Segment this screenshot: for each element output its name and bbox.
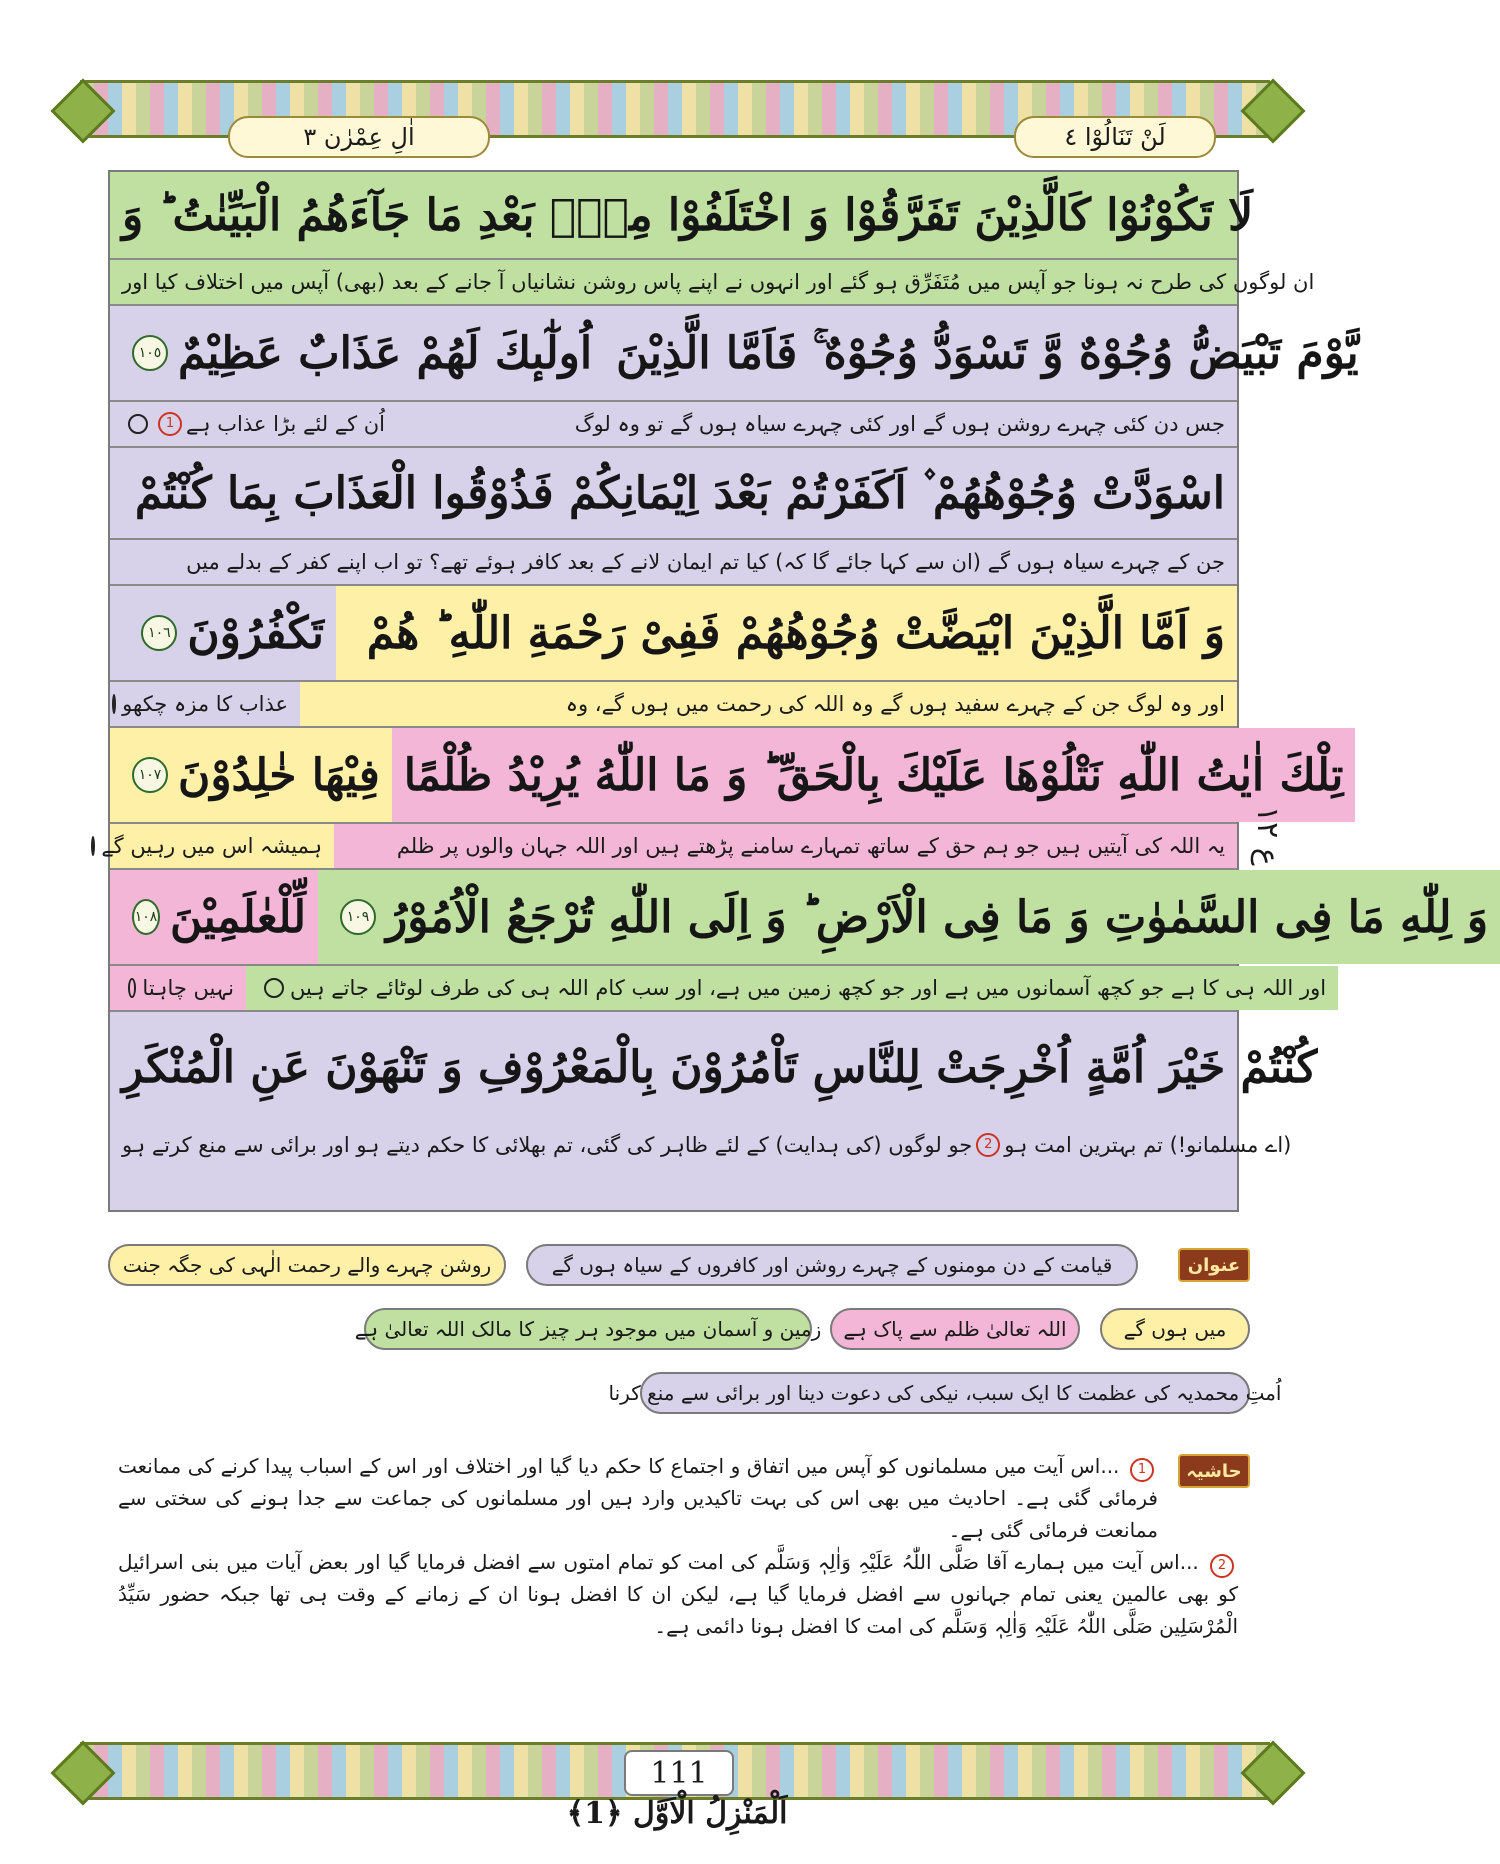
verse-end-circle-icon — [112, 694, 116, 714]
arabic-line-4-part-a — [110, 586, 336, 680]
ayah-number-108: ١٠٨ — [132, 899, 160, 935]
footnote-1-number: 1 — [1130, 1458, 1154, 1482]
ayah-number-109: ١٠٩ — [340, 899, 376, 935]
urdu-line-2-text-a: اُن کے لئے بڑا عذاب ہے — [186, 412, 386, 436]
arabic-line-6-text-b: وَ لِلّٰهِ مَا فِی السَّمٰوٰتِ وَ مَا فِی الْاَرْضِ ؕ وَ اِلَى اللّٰهِ تُرْجَعُ الْاُمُوْرُ — [386, 891, 1489, 943]
footnote-2-text: ...اس آیت میں ہمارے آقا صَلَّی اللّٰہُ عَلَیْہِ وَاٰلِہٖ وَسَلَّم کی امت کو تمام امتوں سے افضل فرمایا گیا اور بعض آیات میں بنی اسرائیل کو بھی عالمین یعنی تمام جہانوں سے افضل فرمایا گیا ہے، لیکن ان کا افضل ہونا ان کے زمانے کے وقت ہی تھا جبکہ حضور سَیِّدُ الْمُرْسَلِین صَلَّی اللّٰہُ عَلَیْہِ وَاٰلِہٖ وَسَلَّم کی امت کا افضل ہونا دائمی ہے۔ — [118, 1550, 1238, 1638]
urdu-line-5-text-b: یہ اللہ کی آیتیں ہیں جو ہم حق کے ساتھ تمہارے سامنے پڑھتے ہیں اور اللہ جہان والوں پر ظلم — [334, 824, 1237, 868]
arabic-line-6-part-a — [110, 870, 318, 964]
topic-pill-6: اُمتِ محمدیہ کی عظمت کا ایک سبب، نیکی کی دعوت دینا اور برائی سے منع کرنا — [640, 1372, 1250, 1414]
arabic-line-5-text-b: تِلْكَ اٰیٰتُ اللّٰهِ نَتْلُوْهَا عَلَیْكَ بِالْحَقِّ ؕ وَ مَا اللّٰهُ یُرِیْدُ ظُلْمًا — [392, 728, 1356, 822]
urdu-line-6-part-b — [246, 966, 1338, 1010]
footnote-1 — [118, 1450, 1158, 1546]
footnote-2 — [118, 1546, 1238, 1642]
topic-pill-3: میں ہوں گے — [1100, 1308, 1250, 1350]
arabic-line-6 — [110, 870, 1489, 966]
urdu-line-6-text-a: نہیں چاہتا — [142, 976, 234, 1000]
footnote-2-number: 2 — [1210, 1554, 1234, 1578]
urdu-line-3 — [110, 540, 1237, 586]
topic-pill-1: قیامت کے دن مومنوں کے چہرے روشن اور کافروں کے سیاہ ہوں گے — [526, 1244, 1138, 1286]
urdu-line-1-text: ان لوگوں کی طرح نہ ہونا جو آپس میں مُتَفَرِّق ہو گئے اور انہوں نے اپنے پاس روشن نشانیاں آ جانے کے بعد (بھی) آپس میں اختلاف کیا اور — [122, 270, 1315, 294]
urdu-line-4-text-a: عذاب کا مزہ چکھو — [122, 692, 288, 716]
urdu-line-4 — [110, 682, 1237, 728]
urdu-line-6 — [110, 966, 1327, 1012]
topic-pill-5: زمین و آسمان میں موجود ہر چیز کا مالک اللہ تعالیٰ ہے — [364, 1308, 812, 1350]
arabic-line-5-text-a: فِیْهَا خٰلِدُوْنَ — [178, 749, 380, 801]
urdu-line-6-part-a — [110, 966, 246, 1010]
topic-pill-2: روشن چہرے والے رحمت الٰہی کی جگہ جنت — [108, 1244, 506, 1286]
surah-name-cartouche: اٰلِ عِمْرٰن ٣ — [228, 116, 490, 158]
arabic-line-2 — [110, 306, 1359, 402]
verse-end-circle-icon — [91, 836, 95, 856]
manzil-label: اَلْمَنْزِلُ الْاَوَّل ﴿1﴾ — [566, 1796, 788, 1831]
urdu-line-7-part — [110, 1122, 1303, 1168]
footnote-1-text: ...اس آیت میں مسلمانوں کو آپس میں اتفاق و اجتماع کا حکم دیا گیا اور اختلاف اور اس کے اسباب پیدا کرنے کی ممانعت فرمائی گئی ہے۔ احادیث میں بھی اس کی بہت تاکیدیں وارد ہیں اور مسلمانوں کی جماعت سے جدا ہونے کی سختی سے ممانعت فرمائی گئی ہے۔ — [118, 1454, 1158, 1542]
arabic-line-5 — [110, 728, 1344, 824]
ruku-marker: ع ١٢ — [1250, 806, 1285, 866]
urdu-line-7 — [110, 1122, 1292, 1210]
urdu-line-4-part-a — [110, 682, 300, 726]
footnote-marker-2[interactable]: 2 — [976, 1133, 1000, 1157]
arabic-line-6-part-b — [318, 870, 1500, 964]
arabic-line-3-text: اسْوَدَّتْ وُجُوْهُهُمْ ۫ اَكَفَرْتُمْ بَعْدَ اِیْمَانِكُمْ فَذُوْقُوا الْعَذَابَ بِمَا كُنْتُمْ — [134, 467, 1225, 519]
topic-pill-4: اللہ تعالیٰ ظلم سے پاک ہے — [830, 1308, 1080, 1350]
urdu-line-6-text-b: اور اللہ ہی کا ہے جو کچھ آسمانوں میں ہے اور جو کچھ زمین میں ہے، اور سب کام اللہ ہی کی طرف لوٹائے جاتے ہیں — [290, 976, 1327, 1000]
urdu-line-7-text-a: (اے مسلمانو!) تم بہترین امت ہو — [1004, 1133, 1292, 1157]
urdu-line-2-text-b: جس دن کئی چہرے روشن ہوں گے اور کئی چہرے سیاہ ہوں گے تو وہ لوگ — [574, 412, 1225, 436]
arabic-line-3 — [110, 448, 1237, 540]
urdu-line-5 — [101, 824, 1237, 870]
urdu-line-2 — [110, 402, 1237, 448]
para-name-cartouche: لَنْ تَنَالُوْا ٤ — [1014, 116, 1216, 158]
arabic-line-2-text-a: اُولٰٓىٕكَ لَهُمْ عَذَابٌ عَظِیْمٌ — [178, 327, 593, 379]
urdu-line-4-text-b: اور وہ لوگ جن کے چہرے سفید ہوں گے وہ اللہ کی رحمت میں ہوں گے، وہ — [300, 682, 1237, 726]
urdu-line-7-text-b: جو لوگوں (کی ہدایت) کے لئے ظاہر کی گئی، تم بھلائی کا حکم دیتے ہو اور برائی سے منع کرتے ہو — [122, 1133, 973, 1157]
arabic-line-2-part-a — [110, 306, 604, 400]
ayah-number-105: ١٠٥ — [132, 335, 168, 371]
urdu-line-1 — [110, 260, 1315, 306]
arabic-line-1-text: لَا تَكُوْنُوْا كَالَّذِیْنَ تَفَرَّقُوْا وَ اخْتَلَفُوْا مِنْۢ بَعْدِ مَا جَآءَهُمُ الْبَیِّنٰتُ ؕ وَ — [122, 189, 1254, 241]
arabic-line-5-part-a — [110, 728, 392, 822]
verse-end-circle-icon — [128, 978, 136, 998]
arabic-line-4-text-a: تَكْفُرُوْنَ — [187, 607, 324, 659]
arabic-line-2-text-b: یَّوْمَ تَبْیَضُّ وُجُوْهٌ وَّ تَسْوَدُّ وُجُوْهٌ ۚ فَاَمَّا الَّذِیْنَ — [616, 327, 1359, 379]
urdu-line-3-text: جن کے چہرے سیاہ ہوں گے (ان سے کہا جائے گا کہ) کیا تم ایمان لانے کے بعد کافر ہوئے تھے؟ تو اب اپنے کفر کے بدلے میں — [186, 550, 1225, 574]
verse-end-circle-icon — [128, 414, 148, 434]
urdu-line-2-part-a — [110, 402, 397, 446]
urdu-line-5-part-a — [101, 824, 334, 868]
page-number: 111 — [624, 1750, 734, 1796]
arabic-line-1 — [110, 172, 1254, 260]
arabic-line-7-text: كُنْتُمْ خَیْرَ اُمَّةٍ اُخْرِجَتْ لِلنَّاسِ تَاْمُرُوْنَ بِالْمَعْرُوْفِ وَ تَنْهَوْنَ عَنِ الْمُنْكَرِ — [122, 1041, 1318, 1093]
footnote-marker-1[interactable]: 1 — [158, 412, 182, 436]
ayah-number-107: ١٠٧ — [132, 757, 168, 793]
verse-end-circle-icon — [264, 978, 284, 998]
unwan-label: عنوان — [1178, 1248, 1250, 1282]
arabic-line-6-text-a: لِّلْعٰلَمِیْنَ — [170, 891, 306, 943]
ayah-number-106: ١٠٦ — [141, 615, 177, 651]
arabic-line-4 — [110, 586, 1237, 682]
arabic-line-4-text-b: وَ اَمَّا الَّذِیْنَ ابْیَضَّتْ وُجُوْهُهُمْ فَفِیْ رَحْمَةِ اللّٰهِ ؕ هُمْ — [336, 586, 1237, 680]
urdu-line-5-text-a: ہمیشہ اس میں رہیں گے — [101, 834, 322, 858]
hashiya-label: حاشیہ — [1178, 1454, 1250, 1488]
